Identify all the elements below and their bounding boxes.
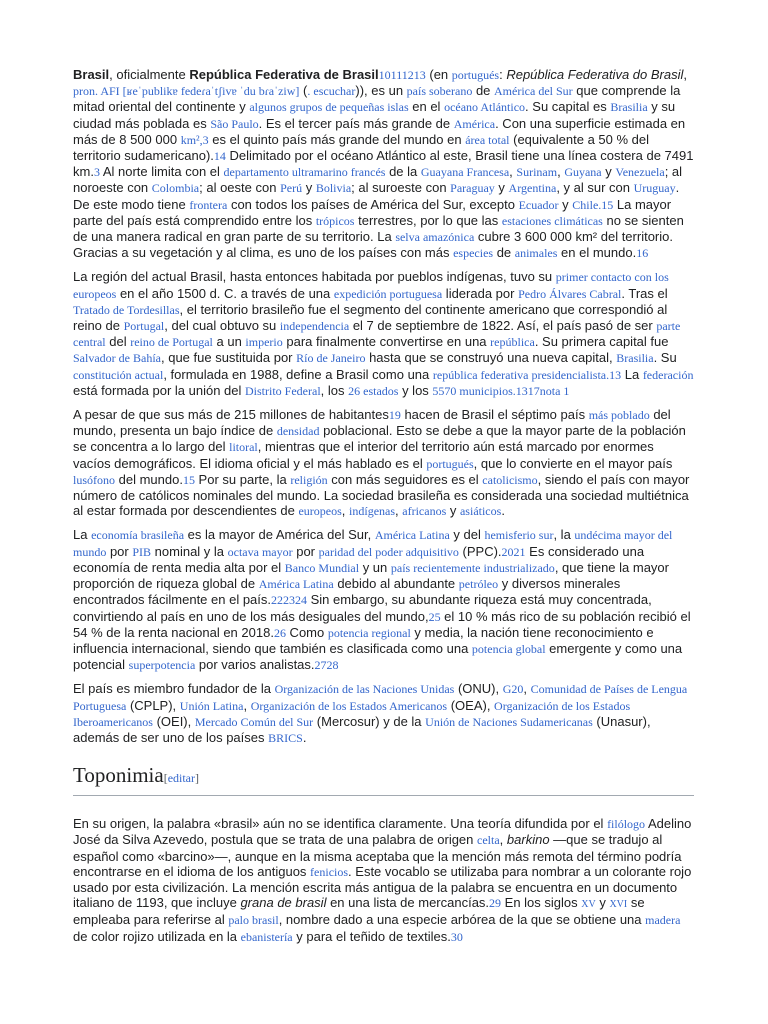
text: y — [595, 895, 610, 911]
link-peru[interactable]: Perú — [280, 181, 303, 196]
bold-text: República Federativa de Brasil — [189, 67, 379, 82]
italic-text: República Federativa do Brasil — [506, 67, 684, 82]
spacer — [73, 804, 694, 816]
text: Al norte limita con el — [99, 164, 224, 180]
link-imperio[interactable]: imperio — [245, 335, 283, 350]
link-paraguay[interactable]: Paraguay — [450, 181, 495, 196]
text: , — [243, 697, 251, 713]
reference-link[interactable]: 16 — [636, 246, 649, 261]
edit-section — [164, 771, 199, 785]
text: ( — [299, 83, 308, 99]
text: ; al noroeste con — [73, 164, 683, 196]
text: emergente y como una potencial — [73, 640, 683, 673]
text: y — [601, 164, 616, 180]
text: , y al sur con — [556, 180, 634, 196]
link-departamento[interactable]: departamento ultramarino francés — [223, 165, 386, 180]
link-tropicos[interactable]: trópicos — [315, 213, 355, 228]
link-oea[interactable]: Organización de los Estados Americanos — [250, 698, 448, 713]
text: y — [302, 180, 316, 196]
link-litoral[interactable]: litoral — [229, 440, 258, 455]
text: , la — [553, 527, 575, 543]
text: y su ciudad más poblada es — [73, 99, 676, 131]
text: por — [106, 543, 133, 559]
reference-link[interactable]: .15 — [598, 197, 614, 212]
link-brasilia[interactable]: Brasilia — [610, 100, 648, 115]
paragraph-economy — [73, 527, 694, 673]
link-salvador[interactable]: Salvador de Bahía — [73, 351, 161, 366]
text: , — [341, 503, 350, 519]
link-venezuela[interactable]: Venezuela — [615, 165, 665, 180]
link-km2[interactable]: km² — [180, 132, 200, 147]
text: poblacional. Esto se debe a que la mayor parte de la población se concentra a lo largo del — [73, 423, 686, 455]
text: , — [523, 681, 531, 697]
link-america-latina[interactable]: América Latina — [374, 528, 450, 543]
text: , — [499, 832, 507, 848]
link-reino-portugal[interactable]: reino de Portugal — [130, 335, 213, 350]
reference-link[interactable]: .13 — [606, 367, 622, 382]
text: , — [683, 67, 687, 82]
link-potencia-global[interactable]: potencia global — [471, 641, 546, 656]
text: , oficialmente — [109, 67, 190, 82]
text: con más seguidores es el — [327, 471, 483, 487]
link-oceano[interactable]: océano Atlántico — [444, 100, 526, 115]
link-ebanisteria[interactable]: ebanistería — [240, 929, 293, 944]
text: de color rojizo utilizada en la — [73, 928, 241, 944]
link-lusofono[interactable]: lusófono — [73, 472, 115, 487]
link-brasilia[interactable]: Brasilia — [616, 351, 654, 366]
text: A pesar de que sus más de 215 millones de habitantes — [73, 407, 389, 423]
text: liderada por — [442, 285, 519, 301]
reference-link[interactable]: ,3 — [199, 132, 209, 147]
text: a un — [212, 334, 246, 350]
link-siglo-xvi[interactable]: XVI — [609, 899, 628, 911]
link-undecima[interactable]: undécima mayor del mundo — [73, 528, 673, 559]
link-animales[interactable]: animales — [514, 246, 558, 261]
link-union-latina[interactable]: Unión Latina — [179, 698, 244, 713]
text: , los — [320, 382, 349, 398]
text: ; al oeste con — [199, 180, 281, 196]
bold-text: Brasil — [73, 67, 110, 82]
link-densidad[interactable]: densidad — [276, 424, 320, 439]
text: Es considerado una economía de renta media alta por el — [73, 543, 645, 575]
link-cabral[interactable]: Pedro Álvares Cabral — [518, 286, 622, 301]
link-especies[interactable]: especies — [453, 246, 494, 261]
text: , que fue sustituida por — [160, 350, 297, 366]
link-hemisferio-sur[interactable]: hemisferio sur — [484, 528, 554, 543]
link-uruguay[interactable]: Uruguay — [633, 181, 676, 196]
paragraph-toponimia — [73, 816, 694, 945]
italic-text: barkino — [506, 832, 550, 848]
reference-link[interactable]: 2021 — [501, 544, 526, 559]
link-primer-contacto[interactable]: primer contacto con los europeos — [73, 270, 669, 301]
reference-link[interactable]: 2728 — [314, 658, 339, 673]
link-escuchar[interactable]: . escuchar — [307, 84, 356, 99]
text: terrestres, por lo que las — [354, 212, 502, 228]
link-portugues[interactable]: portugués — [451, 68, 500, 82]
link-oei[interactable]: Organización de los Estados Iberoamericanos — [73, 698, 631, 729]
link-economia[interactable]: economía brasileña — [91, 528, 185, 543]
text: La — [73, 527, 92, 543]
link-superpotencia[interactable]: superpotencia — [128, 658, 196, 673]
link-chile[interactable]: Chile — [572, 197, 599, 212]
reference-link[interactable]: 14 — [213, 149, 226, 164]
link-area-total[interactable]: área total — [465, 132, 510, 147]
link-madera[interactable]: madera — [645, 913, 681, 928]
link-potencia-regional[interactable]: potencia regional — [327, 625, 411, 640]
text: de — [472, 83, 495, 99]
text: La región del actual Brasil, hasta entonces habitada por pueblos indígenas, tuvo su — [73, 269, 556, 285]
text: , que lo convierte en el mayor país — [473, 455, 673, 471]
link-guayana-francesa[interactable]: Guayana Francesa — [420, 165, 510, 180]
text: . Tras el — [621, 285, 668, 301]
link-expedicion[interactable]: expedición portuguesa — [333, 286, 443, 301]
text: Delimitado por el océano Atlántico al este, Brasil tiene una línea costera de 7491 km. — [73, 148, 694, 180]
bracket: [ — [163, 771, 168, 786]
link-frontera[interactable]: frontera — [189, 197, 228, 212]
text: cubre 3 600 000 km² del territorio. Gracias a su vegetación y al clima, es uno de los países con más — [73, 229, 673, 261]
reference-link[interactable]: 222324 — [271, 593, 308, 608]
link-municipios[interactable]: 5570 municipios — [432, 383, 513, 398]
text: , nombre dado a una especie arbórea de la que se obtiene una — [278, 912, 646, 928]
link-indigenas[interactable]: indígenas — [349, 504, 396, 519]
edit-link[interactable]: editar — [167, 771, 196, 786]
text: , el territorio brasileño fue el segmento del continente americano que correspondió al reino de — [73, 301, 668, 334]
text: El país es miembro fundador de la — [73, 681, 275, 697]
link-rio[interactable]: Río de Janeiro — [296, 351, 366, 366]
heading-text: Toponimia — [73, 763, 164, 788]
text: es el quinto país más grande del mundo en — [208, 131, 466, 147]
link-federacion[interactable]: federación — [642, 367, 694, 382]
link-america[interactable]: América — [453, 116, 496, 131]
link-republica[interactable]: república — [490, 335, 535, 350]
text: hacen de Brasil el séptimo país — [400, 407, 589, 423]
link-colombia[interactable]: Colombia — [151, 181, 200, 196]
text: . De este modo tiene — [73, 180, 680, 212]
reference-link[interactable]: 26 — [273, 625, 286, 640]
link-distrito-federal[interactable]: Distrito Federal — [245, 383, 321, 398]
link-banco-mundial[interactable]: Banco Mundial — [284, 560, 360, 575]
reference-link[interactable]: 10111213 — [378, 68, 426, 82]
link-ecuador[interactable]: Ecuador — [518, 197, 559, 212]
text: . Este vocablo se utilizaba para nombrar a un colorante rojo usado por esta civilización. La mención escrita más antigua de la palabra se encuentra en un documento italiano de 1193, que incluye — [73, 863, 692, 911]
link-republica-federativa[interactable]: república federativa presidencialista — [432, 367, 607, 382]
paragraph-membership — [73, 681, 694, 746]
text: y — [446, 503, 460, 519]
paragraph-population — [73, 407, 694, 519]
text: en una lista de mercancías. — [326, 895, 490, 911]
text: , siendo el país con mayor número de católicos nominales del mundo. La sociedad brasileña es considerada una sociedad multiétnica al estar formada por descendientes de — [73, 471, 690, 519]
link-mas-poblado[interactable]: más poblado — [588, 408, 650, 423]
link-guyana[interactable]: Guyana — [564, 165, 602, 180]
text: nominal y la — [151, 543, 228, 559]
text: . Su — [653, 350, 677, 366]
link-religion[interactable]: religión — [290, 472, 328, 487]
link-america-latina-2[interactable]: América Latina — [258, 577, 334, 592]
text: y un — [359, 559, 391, 575]
link-26-estados[interactable]: 26 estados — [348, 383, 399, 398]
text: (Mercosur) y de la — [313, 713, 426, 729]
text: es la mayor de América del Sur, — [184, 527, 375, 543]
text: por — [292, 543, 319, 559]
text: debido al abundante — [333, 576, 459, 592]
text: el 10 % más rico de su población recibió el 54 % de la renta nacional en 2018. — [73, 608, 691, 640]
text: (OEI), — [152, 713, 195, 729]
link-palo-brasil[interactable]: palo brasil — [228, 913, 279, 928]
text: y los — [398, 382, 433, 398]
text: (PPC). — [458, 543, 502, 559]
text: de — [493, 245, 515, 261]
text: hasta que se construyó una nueva capital, — [365, 350, 617, 366]
text: Adelino José da Silva Azevedo, postula que se trata de una palabra de origen — [73, 816, 692, 848]
link-asiaticos[interactable]: asiáticos — [459, 504, 502, 519]
link-siglo-xv[interactable]: XV — [581, 899, 596, 911]
link-constitucion[interactable]: constitución actual — [73, 367, 164, 382]
paragraph-intro — [73, 67, 694, 261]
link-octava-mayor[interactable]: octava mayor — [227, 544, 293, 559]
text: se empleaba para referirse al — [73, 895, 645, 928]
link-filologo[interactable]: filólogo — [607, 817, 646, 832]
text: Como — [285, 624, 328, 640]
text: En su origen, la palabra «brasil» aún no se identifica claramente. Una teoría difundida por el — [73, 816, 608, 832]
text: y media, la nación tiene reconocimiento e influencia internacional, siendo que también es clasificada como una — [73, 624, 654, 656]
link-industrializado[interactable]: país recientemente industrializado — [390, 560, 555, 575]
text: . Su capital es — [525, 99, 611, 115]
reference-link[interactable]: 29 — [489, 896, 502, 911]
link-catolicismo[interactable]: catolicismo — [482, 472, 538, 487]
text: y — [558, 196, 573, 212]
text: y del — [449, 527, 485, 543]
text: , mientras que el interior del territorio aún está marcado por enormes vacíos demográficos. El idioma oficial y el más hablado es el — [73, 439, 654, 471]
text: el 7 de septiembre de 1822. Así, el país pasó de ser — [349, 318, 657, 334]
text: está formada por la unión del — [73, 382, 245, 398]
link-onu[interactable]: Organización de las Naciones Unidas — [274, 682, 455, 697]
link-celta[interactable]: celta — [477, 833, 500, 848]
reference-link[interactable]: 3 — [93, 165, 100, 180]
text: para finalmente convertirse en una — [282, 334, 491, 350]
text: y diversos minerales encontrados fácilmente en el país. — [73, 576, 621, 608]
link-america-del-sur[interactable]: América del Sur — [494, 84, 573, 99]
text: La — [621, 366, 643, 382]
link-pronunciation[interactable]: pron. AFI [ʁeˈpublikɐ fedeɾaˈtʃivɐ ˈdu bɾaˈziw] — [73, 84, 300, 99]
text: ; al suroeste con — [351, 180, 451, 196]
text: (ONU), — [454, 681, 503, 697]
text: y — [494, 180, 509, 196]
link-portugues[interactable]: portugués — [426, 456, 474, 471]
section-heading-toponimia — [73, 762, 694, 796]
link-islas[interactable]: algunos grupos de pequeñas islas — [249, 100, 409, 115]
text: con todos los países de América del Sur, excepto — [227, 196, 519, 212]
text: : — [499, 67, 507, 82]
link-unasur[interactable]: Unión de Naciones Sudamericanas — [425, 714, 593, 729]
text: del mundo, presenta un bajo índice de — [73, 407, 671, 439]
text: . Con una superficie estimada en más de 8 500 000 — [73, 115, 686, 147]
text: en el mundo. — [557, 245, 637, 261]
reference-link[interactable]: 15 — [182, 472, 195, 487]
link-pais-soberano[interactable]: país soberano — [406, 84, 473, 99]
link-parte-central[interactable]: parte central — [73, 319, 681, 350]
italic-text: grana de brasil — [240, 895, 327, 911]
text: (CPLP), — [126, 697, 180, 713]
link-africanos[interactable]: africanos — [402, 504, 447, 519]
link-europeos[interactable]: europeos — [298, 504, 342, 519]
link-surinam[interactable]: Surinam — [516, 165, 558, 180]
link-brics[interactable]: BRICS — [268, 730, 303, 745]
text: . Es el tercer país más grande de — [258, 115, 454, 131]
text: Sin embargo, su abundante riqueza está muy concentrada, convirtiendo al país en uno de los más desiguales del mundo, — [73, 592, 652, 624]
text: , — [557, 164, 565, 180]
text: no se sienten de una manera radical en gran parte de su territorio. La — [73, 212, 684, 245]
link-mercosur[interactable]: Mercado Común del Sur — [194, 714, 314, 729]
text: En los siglos — [501, 895, 582, 911]
bracket: ] — [195, 771, 200, 786]
text: )), es un — [355, 83, 407, 99]
text: Por su parte, la — [194, 471, 291, 487]
text: , que tiene la mayor proporción de riqueza global de — [73, 559, 669, 592]
text: en el — [408, 99, 445, 115]
link-sao-paulo[interactable]: São Paulo — [210, 116, 259, 131]
text: . — [302, 729, 307, 745]
reference-link[interactable]: .1317nota 1 — [512, 383, 570, 398]
text: , — [395, 503, 403, 519]
text: (Unasur), además de ser uno de los países — [73, 713, 651, 745]
text: (OEA), — [447, 697, 495, 713]
text: , formulada en 1988, define a Brasil como una — [163, 366, 433, 382]
text: La mayor parte del país está comprendido entre los — [73, 196, 672, 228]
link-selva-amazonica[interactable]: selva amazónica — [395, 230, 475, 245]
text: , — [509, 164, 517, 180]
text: en el año 1500 d. C. a través de una — [116, 285, 334, 301]
link-estaciones[interactable]: estaciones climáticas — [501, 213, 603, 228]
link-fenicios[interactable]: fenicios — [310, 864, 349, 879]
link-tordesillas[interactable]: Tratado de Tordesillas — [73, 302, 180, 317]
text: —que se tradujo al español como «barcino»—, aunque en la misma aceptaba que la mención más remota del término podría encontrarse en el idioma de los antiguos — [73, 832, 682, 879]
text: por varios analistas. — [195, 657, 315, 673]
link-argentina[interactable]: Argentina — [508, 181, 557, 196]
link-petroleo[interactable]: petróleo — [458, 577, 499, 592]
text: . — [501, 503, 505, 519]
text: y para el teñido de textiles. — [292, 928, 451, 944]
link-cplp[interactable]: Comunidad de Países de Lengua Portuguesa — [73, 682, 688, 713]
reference-link[interactable]: 25 — [428, 609, 441, 624]
link-independencia[interactable]: independencia — [279, 319, 350, 334]
text: que comprende la mitad oriental del continente y — [73, 83, 681, 115]
text: . Su primera capital fue — [534, 334, 669, 350]
text: del mundo. — [115, 471, 183, 487]
text: , del cual obtuvo su — [164, 318, 280, 334]
text: (en — [425, 67, 452, 82]
link-portugal[interactable]: Portugal — [123, 319, 165, 334]
link-ppa[interactable]: paridad del poder adquisitivo — [318, 544, 459, 559]
text: (equivalente a 50 % del territorio sudamericano). — [73, 131, 649, 164]
paragraph-history — [73, 269, 694, 399]
text: del — [105, 334, 131, 350]
link-g20[interactable]: G20 — [502, 682, 524, 697]
link-pib[interactable]: PIB — [132, 544, 152, 559]
article-body — [73, 67, 694, 953]
link-bolivia[interactable]: Bolivia — [315, 181, 352, 196]
reference-link[interactable]: 19 — [388, 408, 401, 423]
text: de la — [385, 164, 421, 180]
reference-link[interactable]: 30 — [450, 929, 463, 944]
